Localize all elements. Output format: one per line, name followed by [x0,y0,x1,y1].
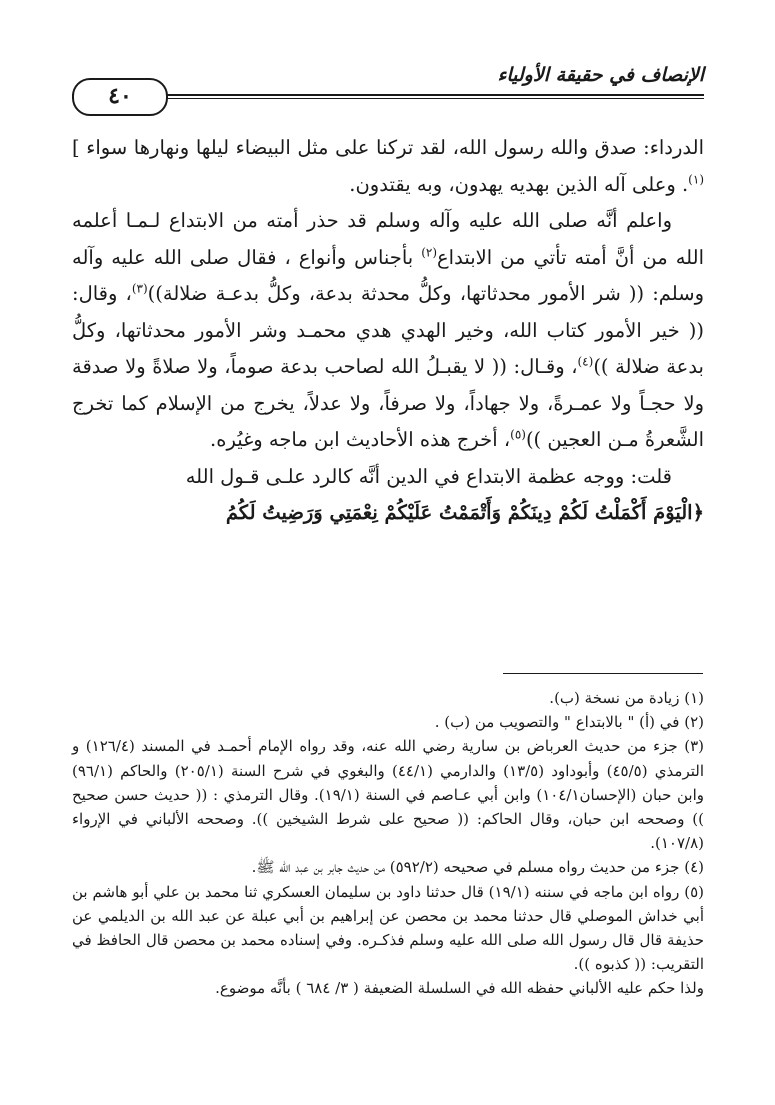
footnote-3: (٣) جزء من حديث العرباض بن سارية رضي الله عنه، وقد رواه الإمام أحمـد في المسند (١٢٦/٤) و الترمذي (٤٥/٥) وأبوداود (١٣/٥) والدارمي (٤٤/١) والبغوي في شرح السنة (٢٠٥/١) والحاكم (٩٦/١) وابن حبان (الإحسان١٠٤/١) وابن أبي عـاصم في السنة (١٩/١). وقال الترمذي : (( حديث حسن صحيح )) وصححه ابن حبان، وقال الحاكم: (( صحيح على شرط الشيخين )). وصححه الألباني في الإرواء (١٠٧/٨). [72,737,704,853]
paragraph-text: واعلم أنَّه صلى الله عليه وآله وسلم قد حذر أمته من الابتداع لـمـا أعلمه الله من أنَّ أمته تأتي من الابتداع [72,209,704,269]
footnote-2: (٢) في (أ) " بالابتداع " والتصويب من (ب) . [434,713,704,732]
footnote-5-continued: ولذا حكم عليه الألباني حفظه الله في السلسلة الضعيفة ( ٣/ ٦٨٤ ) بأنَّه موضوع. [215,979,704,998]
footnote-ref[interactable]: (٥) [510,427,526,442]
footnote-ref[interactable]: (٣) [131,281,148,296]
footnote-ref[interactable]: (١) [688,172,704,186]
paragraph-text: . وعلى آله الذين بهديه يهدون، وبه يقتدون. [349,172,689,196]
paragraph-text: الدرداء: صدق والله رسول الله، لقد تركنا على مثل البيضاء ليلها ونهارها سواء ] [72,136,704,159]
quran-verse: ﴿الْيَوْمَ أَكْمَلْتُ لَكُمْ دِينَكُمْ وَأَتْمَمْتُ عَلَيْكُمْ نِعْمَتِي وَرَضِيتُ لَكُمُ [225,501,704,524]
footnotes [72,686,704,1001]
footnote-1: (١) زيادة من نسخة (ب). [549,689,704,707]
paragraph-text: ، أخرج هذه الأحاديث ابن ماجه وغيُره. [210,428,511,451]
paragraph-3 [72,459,704,496]
main-text [72,130,704,532]
footnote-4: (٤) جزء من حديث رواه مسلم في صحيحه (٥٩٢/٢) من حديث جابر بن عبد الله ﷺ. [251,858,704,877]
footnote-ref[interactable]: (٤) [577,354,594,369]
paragraph-1 [72,130,704,203]
page-number: ٤٠ [72,78,168,116]
footnote-5: (٥) رواه ابن ماجه في سننه (١٩/١) قال حدثنا داود بن سليمان العسكري ثنا محمد بن علي أبو هاشم بن أبي خداش الموصلي قال حدثنا محمد بن محصن عن إبراهيم بن أبي عبلة عن عبد الله بن الديلمي عن حذيفة قال قال رسول الله صلى الله عليه وسلم فذكـره. وفي إسناده محمد بن محصن قال الحافظ في التقريب: (( كذبوه )). [72,882,705,974]
paragraph-text: بأجناس وأنواع ، فقال صلى الله عليه وآله وسلم: (( شر الأمور محدثاتها، وكلُّ محدثة بدعة، وكلُّ بدعـة ضلالة)) [72,245,704,305]
paragraph-text: قلت: ووجه عظمة الابتداع في الدين أنَّه كالرد علـى قـول الله [185,464,672,488]
paragraph-text: ، وقال: (( خير الأمور كتاب الله، وخير الهدي هدي محمـد وشر الأمور محدثاتها، وكلُّ بدعة ضلالة )) [72,282,704,378]
paragraph-2 [72,203,704,459]
footnote-separator [503,673,703,674]
page-header [72,62,704,112]
footnote-ref[interactable]: (٢) [421,245,438,259]
paragraph-text: ، وقـال: (( لا يقبـلُ الله لصاحب بدعة صوماً، ولا صلاةً ولا صدقة ولا حجـاً ولا عمـرةً، ولا جهاداً، ولا صرفاً، ولا عدلاً، يخرج من الإسلام كما تخرج الشَّعرةُ مـن العجين )) [72,355,704,451]
running-title: الإنصاف في حقيقة الأولياء [497,64,704,86]
